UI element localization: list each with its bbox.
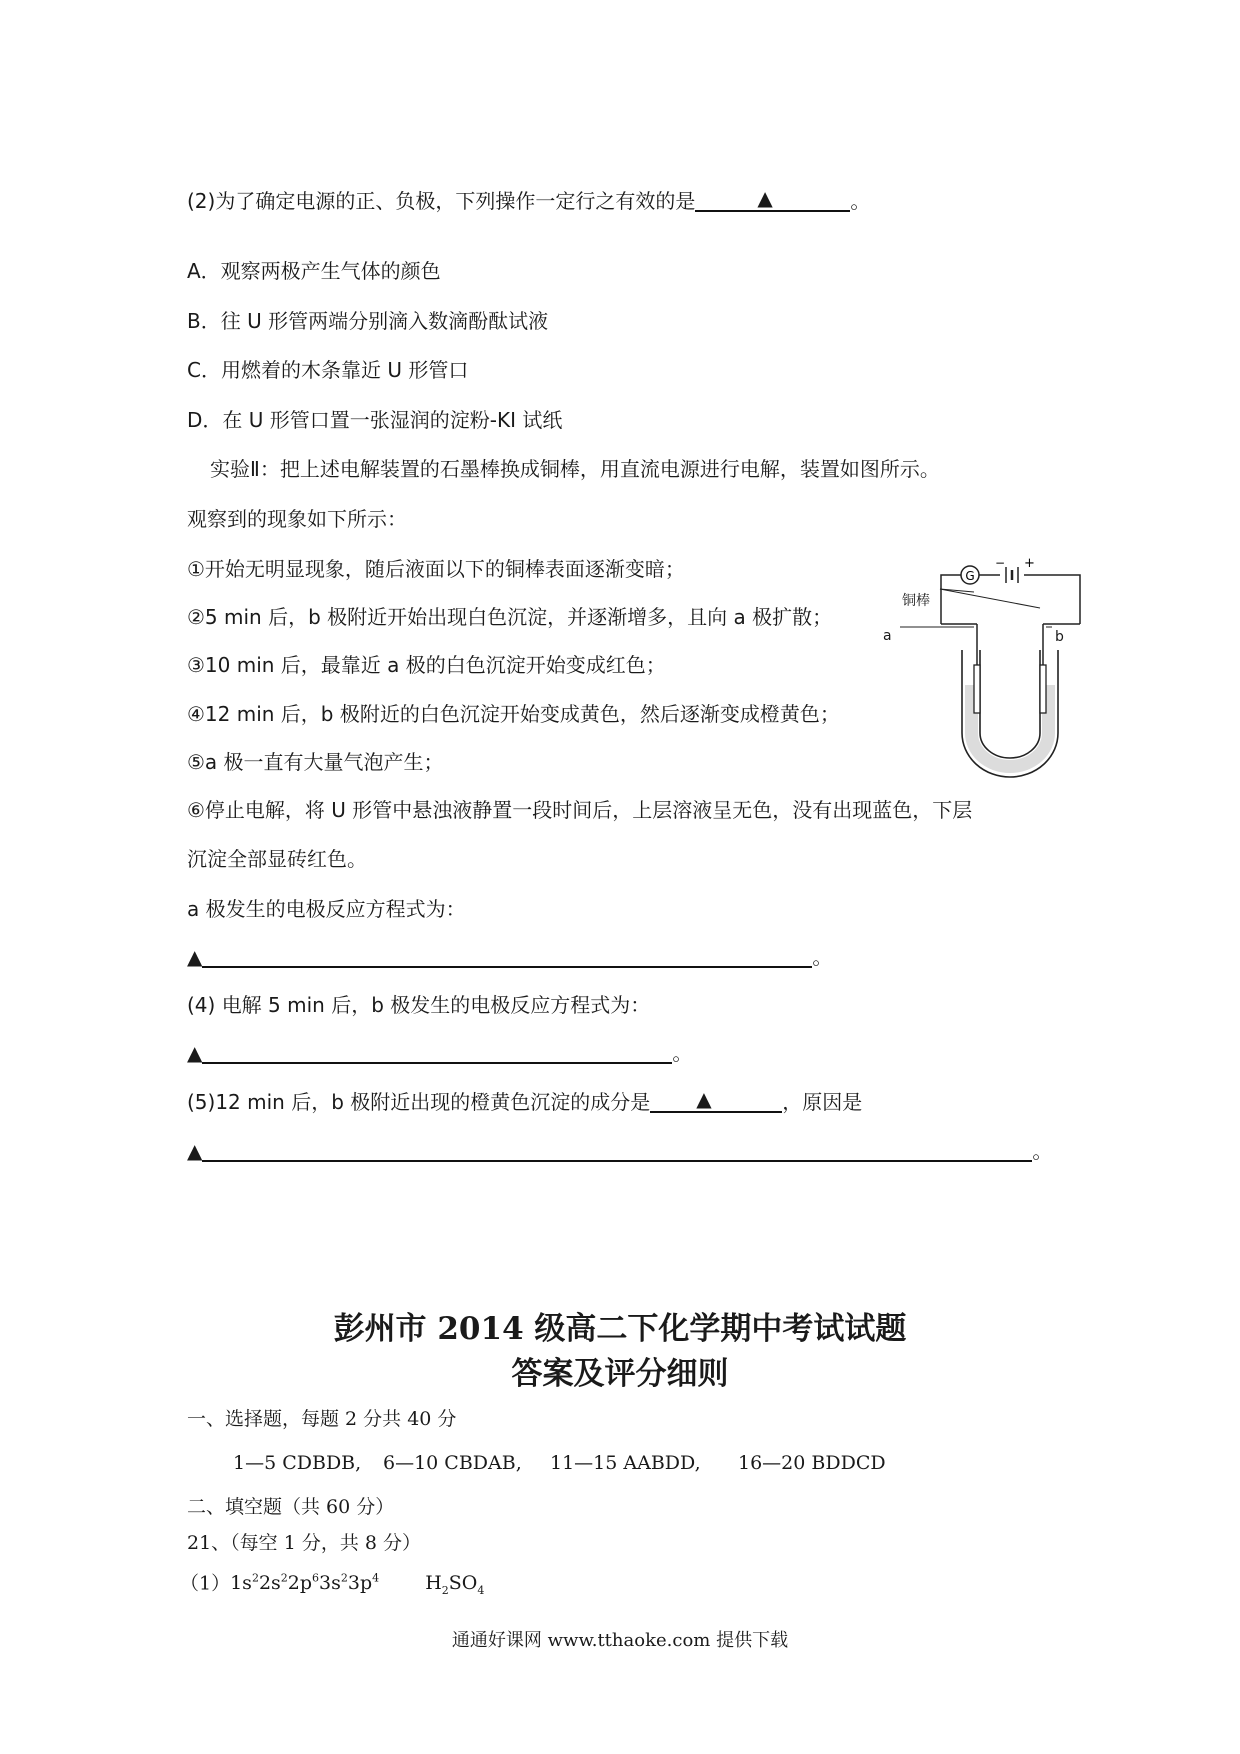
option-c: C．用燃着的木条靠近 U 形管口 <box>187 358 469 382</box>
triangle-mark-icon: ▲ <box>696 1087 712 1111</box>
triangle-mark-icon: ▲ <box>187 945 203 969</box>
u-tube <box>980 650 1040 758</box>
answer-line-3 <box>187 943 832 971</box>
period: 。 <box>1032 1139 1053 1163</box>
period: 。 <box>850 189 871 213</box>
observation-6: ⑥停止电解，将 U 形管中悬浊液静置一段时间后，上层溶液呈无色，没有出现蓝色，下层 <box>187 798 973 822</box>
answer-line-4 <box>187 1039 692 1067</box>
mc-answers-3: 11—15 AABDD, <box>550 1452 701 1474</box>
observation-4: ④12 min 后，b 极附近的白色沉淀开始变成黄色，然后逐渐变成橙黄色； <box>187 702 840 726</box>
section-1-heading: 一、选择题，每题 2 分共 40 分 <box>187 1408 457 1430</box>
answer-title: 彭州市 2014 级高二下化学期中考试试题 <box>333 1311 907 1347</box>
answer-blank <box>202 1138 1032 1162</box>
question-5 <box>187 1088 862 1116</box>
observation-5: ⑤a 极一直有大量气泡产生； <box>187 750 444 774</box>
label-pointer <box>940 589 974 592</box>
period: 。 <box>672 1041 693 1065</box>
copper-rod-label: 铜棒 <box>902 593 930 609</box>
minus-sign: − <box>995 556 1006 570</box>
observation-1: ①开始无明显现象，随后液面以下的铜棒表面逐渐变暗； <box>187 557 685 581</box>
question-21-1-label: （1） <box>180 1572 231 1595</box>
electrode-a-label: a <box>883 628 892 644</box>
mc-answers-2: 6—10 CBDAB, <box>383 1452 522 1474</box>
triangle-mark-icon: ▲ <box>187 1139 203 1163</box>
option-d: D．在 U 形管口置一张湿润的淀粉-KI 试纸 <box>187 408 563 432</box>
answer-blank <box>202 1040 672 1064</box>
observation-6-cont: 沉淀全部显砖红色。 <box>187 847 367 871</box>
mc-answers-1: 1—5 CDBDB, <box>233 1452 362 1474</box>
question-2-text: (2)为了确定电源的正、负极，下列操作一定行之有效的是 <box>187 189 696 213</box>
observation-3: ③10 min 后，最靠近 a 极的白色沉淀开始变成红色； <box>187 653 666 677</box>
question-2 <box>187 187 870 215</box>
observation-2: ②5 min 后，b 极附近开始出现白色沉淀，并逐渐增多，且向 a 极扩散； <box>187 605 833 629</box>
section-2-heading: 二、填空题（共 60 分） <box>187 1496 395 1518</box>
galvanometer-label: G <box>965 569 975 583</box>
electron-configuration: $1s^22s^22p^63s^23p^4$ <box>230 1572 380 1595</box>
answer-blank <box>202 944 812 968</box>
answer-line-5 <box>187 1137 1052 1165</box>
question-21-heading: 21、（每空 1 分，共 8 分） <box>187 1532 422 1554</box>
copper-rod-a <box>974 665 980 713</box>
electrode-b-label: b <box>1055 629 1064 645</box>
mc-answers-4: 16—20 BDDCD <box>738 1452 886 1474</box>
answer-subtitle: 答案及评分细则 <box>511 1356 729 1392</box>
question-5-reason: ，原因是 <box>782 1090 863 1114</box>
question-4: (4) 电解 5 min 后，b 极发生的电极反应方程式为： <box>187 993 651 1017</box>
triangle-mark-icon: ▲ <box>187 1041 203 1065</box>
electrolysis-diagram <box>900 555 1110 785</box>
answer-blank <box>650 1089 782 1113</box>
plus-sign: + <box>1024 556 1035 571</box>
period: 。 <box>812 945 833 969</box>
question-5-text: (5)12 min 后，b 极附近出现的橙黄色沉淀的成分是 <box>187 1090 651 1114</box>
footer-source: 通通好课网 www.tthaoke.com 提供下载 <box>451 1630 789 1651</box>
question-21-1-answer <box>180 1566 484 1604</box>
acid-formula: $H_2SO_4$ <box>425 1572 485 1598</box>
answer-blank <box>695 188 850 212</box>
option-a: A．观察两极产生气体的颜色 <box>187 259 441 283</box>
label-pointer <box>940 589 1040 608</box>
question-3: a 极发生的电极反应方程式为： <box>187 897 466 921</box>
triangle-mark-icon: ▲ <box>757 186 773 210</box>
copper-rod-b <box>1040 665 1046 713</box>
observation-heading: 观察到的现象如下所示： <box>187 507 407 531</box>
option-b: B．往 U 形管两端分别滴入数滴酚酞试液 <box>187 309 549 333</box>
experiment-intro: 实验Ⅱ：把上述电解装置的石墨棒换成铜棒，用直流电源进行电解，装置如图所示。 <box>210 457 940 481</box>
